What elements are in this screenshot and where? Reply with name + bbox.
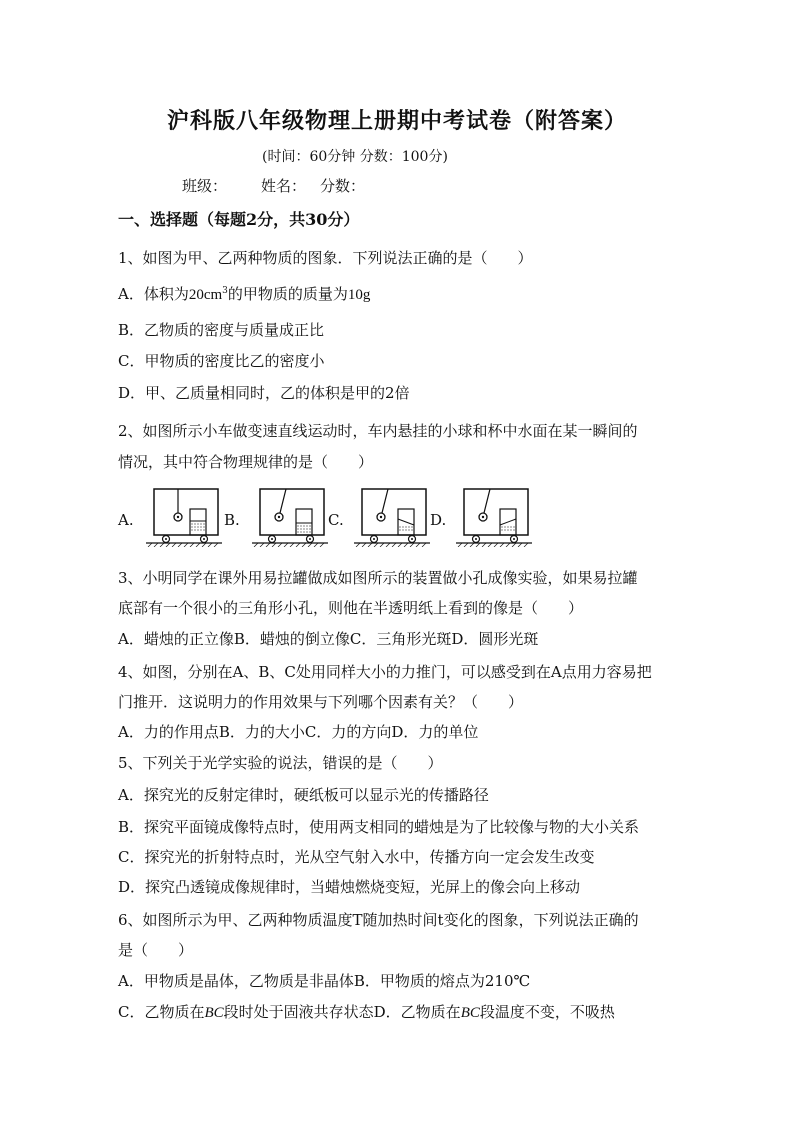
name-label: 姓名： (261, 177, 307, 195)
cart-figure-b (252, 485, 328, 547)
q4-stem-line2: 门推开．这说明力的作用效果与下列哪个因素有关？（ ） (118, 693, 524, 711)
q6-c-mid: 段时处于固液共存状态D．乙物质在 (223, 1003, 461, 1021)
class-label: 班级： (182, 177, 228, 195)
q6-stem-line2: 是（ ） (118, 941, 194, 959)
cart-figure-c (354, 485, 430, 547)
student-info-line (182, 176, 365, 196)
q1-stem: 1、如图为甲、乙两种物质的图象．下列说法正确的是（ ） (118, 249, 533, 267)
q2-stem-line1: 2、如图所示小车做变速直线运动时，车内悬挂的小球和杯中水面在某一瞬间的 (118, 422, 638, 440)
q4-options: A．力的作用点B．力的大小C．力的方向D．力的单位 (118, 723, 479, 741)
time-score-line: (时间：60分钟 分数：100分) (262, 149, 448, 165)
q5-stem: 5、下列关于光学实验的说法，错误的是（ ） (118, 754, 443, 772)
q6-stem-line1: 6、如图所示为甲、乙两种物质温度T随加热时间t变化的图象，下列说法正确的 (118, 911, 639, 929)
q6-options-line1: A．甲物质是晶体，乙物质是非晶体B．甲物质的熔点为210℃ (118, 972, 531, 990)
q6-bc-segment-2: BC (460, 1005, 480, 1021)
q1-a-mid: 的甲物质的质量为 (227, 285, 348, 303)
section-heading: 一、选择题（每题2分，共30分） (118, 210, 360, 229)
q1-a-prefix: A．体积为 (118, 285, 189, 303)
q1-option-b: B．乙物质的密度与质量成正比 (118, 321, 325, 339)
q2-label-c: C. (328, 511, 344, 529)
q6-d-end: 段温度不变，不吸热 (479, 1003, 615, 1021)
q3-stem-line1: 3、小明同学在课外用易拉罐做成如图所示的装置做小孔成像实验，如果易拉罐 (118, 569, 638, 587)
q6-c-prefix: C．乙物质在 (118, 1003, 205, 1021)
q5-option-c: C．探究光的折射特点时，光从空气射入水中，传播方向一定会发生改变 (118, 848, 595, 866)
cart-figure-d (456, 485, 532, 547)
q2-cart-figures (118, 485, 548, 555)
q3-stem-line2: 底部有一个很小的三角形小孔，则他在半透明纸上看到的像是（ ） (118, 599, 584, 617)
q4-stem-line1: 4、如图，分别在A、B、C处用同样大小的力推门，可以感受到在A点用力容易把 (118, 663, 652, 681)
q1-option-a (118, 284, 370, 305)
q5-option-b: B．探究平面镜成像特点时，使用两支相同的蜡烛是为了比较像与物的大小关系 (118, 818, 640, 836)
q1-a-unit: 20cm (188, 287, 223, 303)
q5-option-d: D．探究凸透镜成像规律时，当蜡烛燃烧变短，光屏上的像会向上移动 (118, 878, 581, 896)
q5-option-a: A．探究光的反射定律时，硬纸板可以显示光的传播路径 (118, 786, 489, 804)
q1-option-d: D．甲、乙质量相同时，乙的体积是甲的2倍 (118, 384, 410, 402)
q1-a-value: 10g (347, 287, 371, 303)
q1-option-c: C．甲物质的密度比乙的密度小 (118, 352, 325, 370)
score-label: 分数： (320, 177, 366, 195)
q2-stem-line2: 情况，其中符合物理规律的是（ ） (118, 453, 374, 471)
page-title: 沪科版八年级物理上册期中考试卷（附答案） (166, 108, 627, 134)
q3-options: A．蜡烛的正立像B．蜡烛的倒立像C．三角形光斑D．圆形光斑 (118, 630, 539, 648)
cart-figure-a (146, 485, 222, 547)
q2-label-d: D. (430, 511, 447, 529)
q2-label-a: A. (118, 511, 134, 529)
q1-a-sup: 3 (222, 286, 228, 296)
q6-bc-segment-1: BC (204, 1005, 224, 1021)
q2-label-b: B. (224, 511, 240, 529)
q6-options-line2 (118, 1002, 615, 1023)
